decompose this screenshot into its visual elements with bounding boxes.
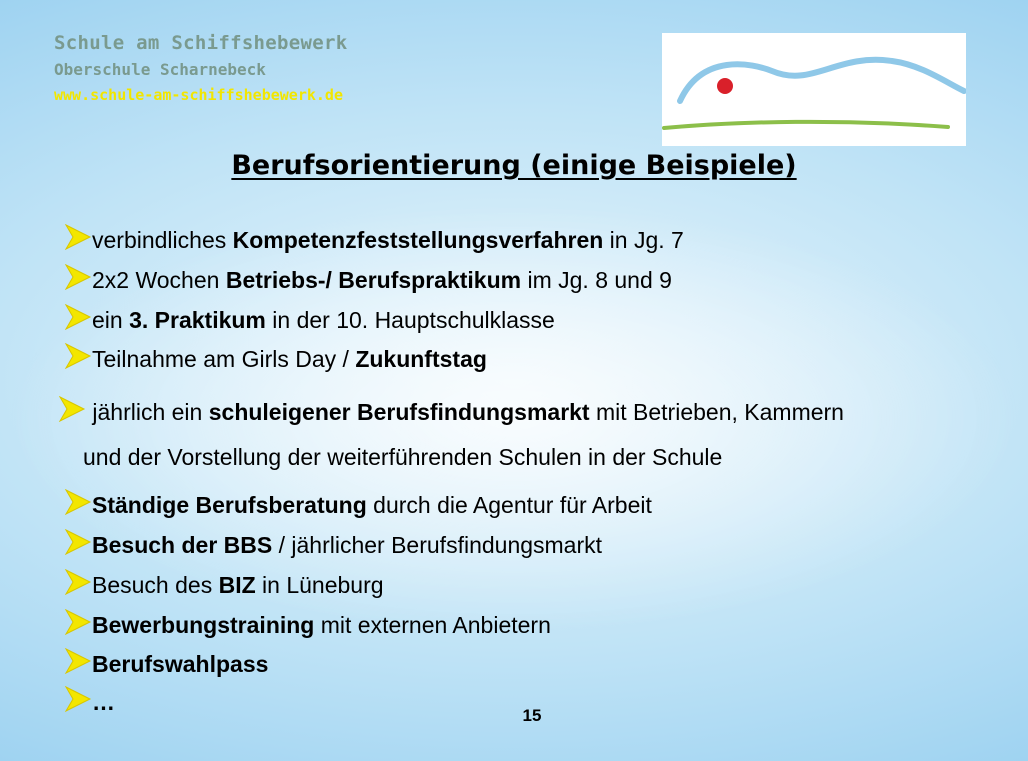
bullet-text: mit externen Anbietern <box>314 612 551 638</box>
bullet-bold-text: Zukunftstag <box>355 346 487 372</box>
arrow-bullet-icon <box>64 264 92 290</box>
bullet-item <box>64 648 268 678</box>
school-name: Schule am Schiffshebewerk <box>54 32 348 54</box>
arrow-bullet-icon <box>64 489 92 515</box>
bullet-item <box>64 304 555 334</box>
bullet-text: ein <box>92 307 130 333</box>
bullet-item <box>58 396 844 426</box>
bullet-bold-text: Berufswahlpass <box>92 651 269 677</box>
school-subtitle: Oberschule Scharnebeck <box>54 60 266 79</box>
bullet-bold-text: 3. Praktikum <box>129 307 266 333</box>
bullet-item <box>64 264 672 294</box>
bullet-bold-text: Besuch der BBS <box>92 532 273 558</box>
bullet-text: Teilnahme am Girls Day / <box>92 346 356 372</box>
bullet-text: 2x2 Wochen <box>92 267 226 293</box>
bullet-item <box>64 343 487 373</box>
arrow-bullet-icon <box>58 396 86 422</box>
bullet-text: / jährlicher Berufsfindungsmarkt <box>272 532 603 558</box>
bullet-text: in der 10. Hauptschulklasse <box>265 307 555 333</box>
bullet-bold-text: Bewerbungstraining <box>92 612 315 638</box>
bullet-item <box>64 489 652 519</box>
bullet-text: durch die Agentur für Arbeit <box>366 492 652 518</box>
arrow-bullet-icon <box>64 609 92 635</box>
bullet-text: Besuch des <box>92 572 219 598</box>
arrow-bullet-icon <box>64 569 92 595</box>
arrow-bullet-icon <box>64 224 92 250</box>
bullet-item <box>64 224 684 254</box>
bullet-bold-text: Kompetenzfeststellungsverfahren <box>232 227 604 253</box>
bullet-text: in Lüneburg <box>255 572 384 598</box>
bullet-text: mit Betrieben, Kammern <box>589 399 844 425</box>
slide-title: Berufsorientierung (einige Beispiele) <box>231 150 797 181</box>
arrow-bullet-icon <box>64 343 92 369</box>
arrow-bullet-icon <box>64 304 92 330</box>
logo-dot <box>717 78 733 94</box>
arrow-bullet-icon <box>64 529 92 555</box>
bullet-bold-text: Betriebs-/ Berufspraktikum <box>225 267 522 293</box>
bullet-text: jährlich ein <box>86 399 209 425</box>
bullet-text: verbindliches <box>92 227 233 253</box>
bullet-bold-text: … <box>92 689 115 715</box>
school-logo <box>662 33 966 146</box>
bullet-text: in Jg. 7 <box>603 227 684 253</box>
bullet-bold-text: Ständige Berufsberatung <box>92 492 367 518</box>
bullet-item <box>64 529 602 559</box>
bullet-continuation: und der Vorstellung der weiterführenden Schulen in der Schule <box>83 444 723 470</box>
bullet-text: im Jg. 8 und 9 <box>521 267 672 293</box>
school-url: www.schule-am-schiffshebewerk.de <box>54 86 343 104</box>
bullet-bold-text: schuleigener Berufsfindungsmarkt <box>208 399 590 425</box>
bullet-item <box>64 569 384 599</box>
bullet-item <box>64 609 551 639</box>
page-number: 15 <box>522 706 542 725</box>
bullet-bold-text: BIZ <box>218 572 256 598</box>
logo-ground <box>664 122 948 128</box>
arrow-bullet-icon <box>64 648 92 674</box>
